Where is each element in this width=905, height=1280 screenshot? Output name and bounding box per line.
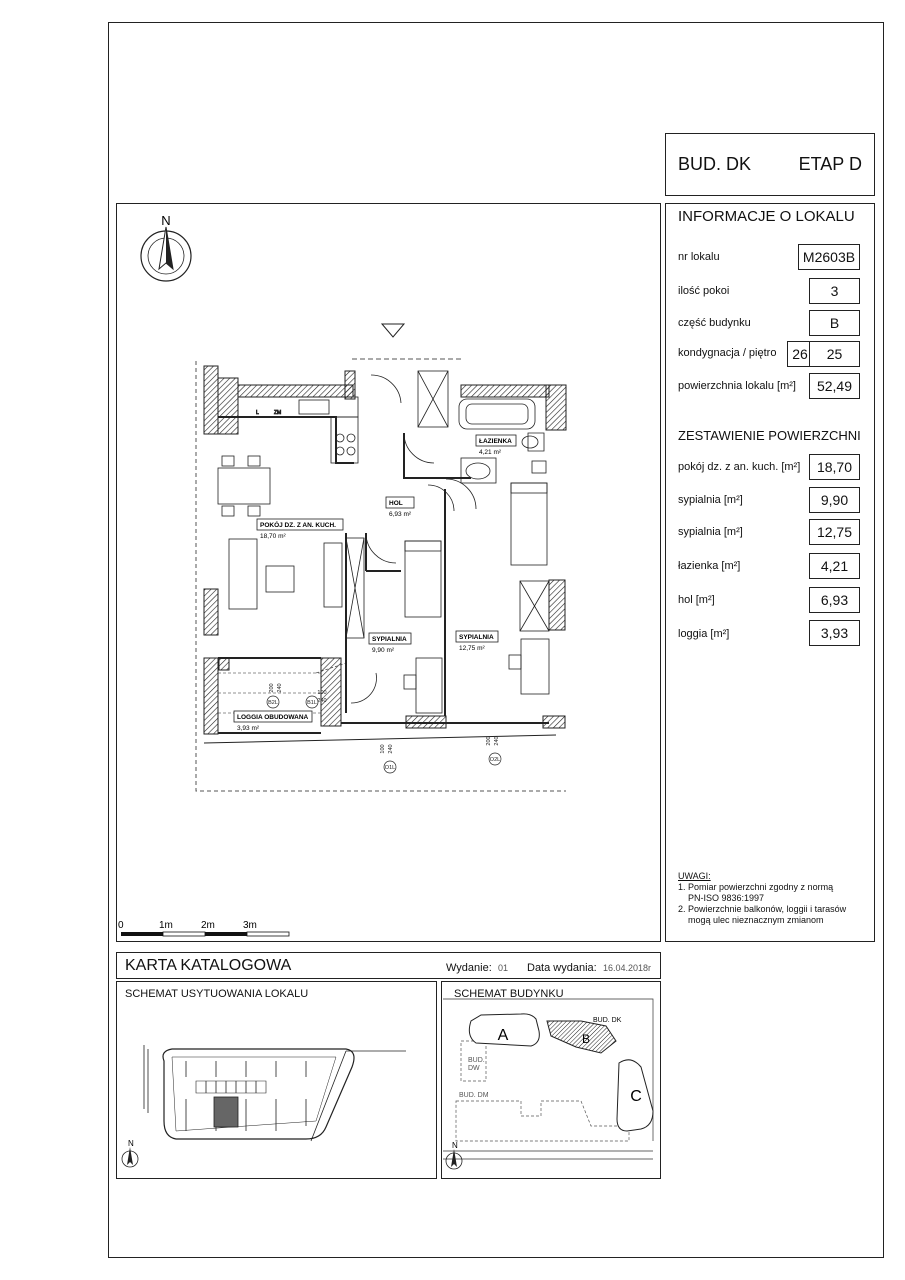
catalog-title: KARTA KATALOGOWA [125, 957, 292, 974]
info-value-area: 52,49 [809, 373, 860, 399]
area-label-hall: hol [m²] [678, 594, 715, 606]
edition-label: Wydanie: [446, 962, 492, 974]
scale-label-3m: 3m [243, 920, 257, 931]
compass-icon [141, 213, 191, 281]
building-dw-label-1: BUD. [468, 1057, 485, 1064]
room-area-living: 18,70 m² [260, 533, 286, 540]
location-schema-map [116, 981, 437, 1179]
room-area-loggia: 3,93 m² [237, 725, 260, 732]
notes-line: 2. Powierzchnie balkonów, loggii i tarasów [678, 904, 847, 914]
kitchen-mark-zm: ZM [274, 410, 282, 416]
notes [678, 871, 846, 926]
window-tag-o1l: O1L [384, 765, 396, 771]
window-dim-b1l-1: 100 [317, 690, 327, 696]
room-name-living: POKÓJ DZ. Z AN. KUCH. [260, 522, 336, 529]
room-area-bedroom2: 12,75 m² [459, 645, 485, 652]
area-value-living: 18,70 [809, 454, 860, 480]
info-label-part: część budynku [678, 317, 751, 329]
area-label-living: pokój dz. z an. kuch. [m²] [678, 461, 801, 473]
kitchen-counter [238, 397, 358, 463]
area-label-bedroom2: sypialnia [m²] [678, 526, 743, 538]
info-value-part: B [809, 310, 860, 336]
area-value-bathroom: 4,21 [809, 553, 860, 579]
room-name-loggia: LOGGIA OBUDOWANA [237, 714, 309, 721]
info-label-nr: nr lokalu [678, 251, 720, 263]
room-area-bathroom: 4,21 m² [479, 449, 502, 456]
notes-line: PN-ISO 9836:1997 [688, 893, 765, 903]
room-area-hall: 6,93 m² [389, 511, 412, 518]
wardrobes [346, 371, 549, 638]
building-label: BUD. DK [678, 154, 752, 174]
building-b-label: B [581, 1032, 591, 1046]
doors [351, 375, 476, 703]
structural-walls [204, 366, 566, 734]
info-label-area: powierzchnia lokalu [m²] [678, 380, 796, 392]
area-value-bedroom1: 9,90 [809, 487, 860, 513]
room-name-bathroom: ŁAZIENKA [479, 438, 512, 445]
building-schema-title: SCHEMAT BUDYNKU [454, 988, 564, 1000]
entrance-marker [382, 324, 404, 337]
notes-title: UWAGI: [678, 871, 711, 881]
room-name-hall: HOL [389, 500, 403, 507]
location-schema-title: SCHEMAT USYTUOWANIA LOKALU [125, 988, 309, 1000]
area-value-bedroom2: 12,75 [809, 519, 860, 545]
apartment-location-marker [214, 1097, 238, 1127]
notes-line: 1. Pomiar powierzchni zgodny z normą [678, 882, 834, 892]
area-label-bathroom: łazienka [m²] [678, 560, 741, 572]
building-a-label: A [497, 1027, 509, 1044]
info-value-rooms: 3 [809, 278, 860, 304]
info-title: INFORMACJE O LOKALU [678, 208, 855, 225]
window-dim-o1l-1: 100 [380, 744, 386, 754]
window-tag-b1l: B1L [307, 700, 317, 706]
info-label-floor: kondygnacja / piętro [678, 347, 777, 359]
building-schema-map [441, 981, 661, 1179]
living-furniture [229, 539, 342, 609]
scale-label-1m: 1m [159, 920, 173, 931]
interior-walls [218, 417, 549, 733]
window-tag-o2l: O2L [489, 757, 501, 763]
window-tags [267, 683, 501, 773]
window-dim-o2l-1: 200 [486, 736, 492, 746]
scale-label-2m: 2m [201, 920, 215, 931]
location-north-label: N [128, 1139, 134, 1148]
info-value-nr: M2603B [798, 244, 860, 270]
room-area-bedroom1: 9,90 m² [372, 647, 395, 654]
room-name-bedroom2: SYPIALNIA [459, 634, 494, 641]
area-value-hall: 6,93 [809, 587, 860, 613]
plan-north-label: N [161, 213, 171, 228]
building-c-label: C [630, 1088, 642, 1105]
stage-label: ETAP D [798, 154, 862, 174]
window-dim-o2l-2: 240 [494, 736, 500, 746]
location-north-icon [122, 1139, 138, 1167]
info-panel [665, 203, 875, 942]
scale-bar [118, 920, 289, 936]
area-label-loggia: loggia [m²] [678, 628, 730, 640]
building-north-icon [446, 1141, 462, 1169]
dining-table [218, 456, 270, 516]
kitchen-mark-l: L [256, 410, 259, 416]
window-dim-b2l-2: 240 [277, 683, 283, 693]
info-label-rooms: ilość pokoi [678, 285, 730, 297]
header-box [665, 133, 875, 196]
building-dm-label: BUD. DM [459, 1092, 489, 1099]
date-value: 16.04.2018r [603, 963, 652, 973]
info-value-floor: 25 [809, 341, 860, 367]
beds [405, 483, 547, 617]
window-dim-b1l-2: 240 [317, 698, 327, 704]
notes-line: mogą ulec nieznacznym zmianom [688, 915, 824, 925]
scale-label-0: 0 [118, 920, 124, 931]
building-dw-label-2: DW [468, 1065, 480, 1072]
window-dim-b2l-1: 200 [269, 683, 275, 693]
date-label: Data wydania: [527, 962, 597, 974]
window-dim-o1l-2: 240 [388, 744, 394, 754]
area-label-bedroom1: sypialnia [m²] [678, 494, 743, 506]
floor-plan [116, 203, 661, 942]
info-value-level: 26 [787, 341, 813, 367]
room-name-bedroom1: SYPIALNIA [372, 636, 407, 643]
edition-value: 01 [498, 963, 509, 973]
catalog-header [116, 952, 661, 979]
area-value-loggia: 3,93 [809, 620, 860, 646]
building-north-label: N [452, 1141, 458, 1150]
building-dk-label: BUD. DK [593, 1017, 622, 1024]
window-tag-b2l: B2L [268, 700, 278, 706]
areas-title: ZESTAWIENIE POWIERZCHNI [678, 428, 861, 443]
